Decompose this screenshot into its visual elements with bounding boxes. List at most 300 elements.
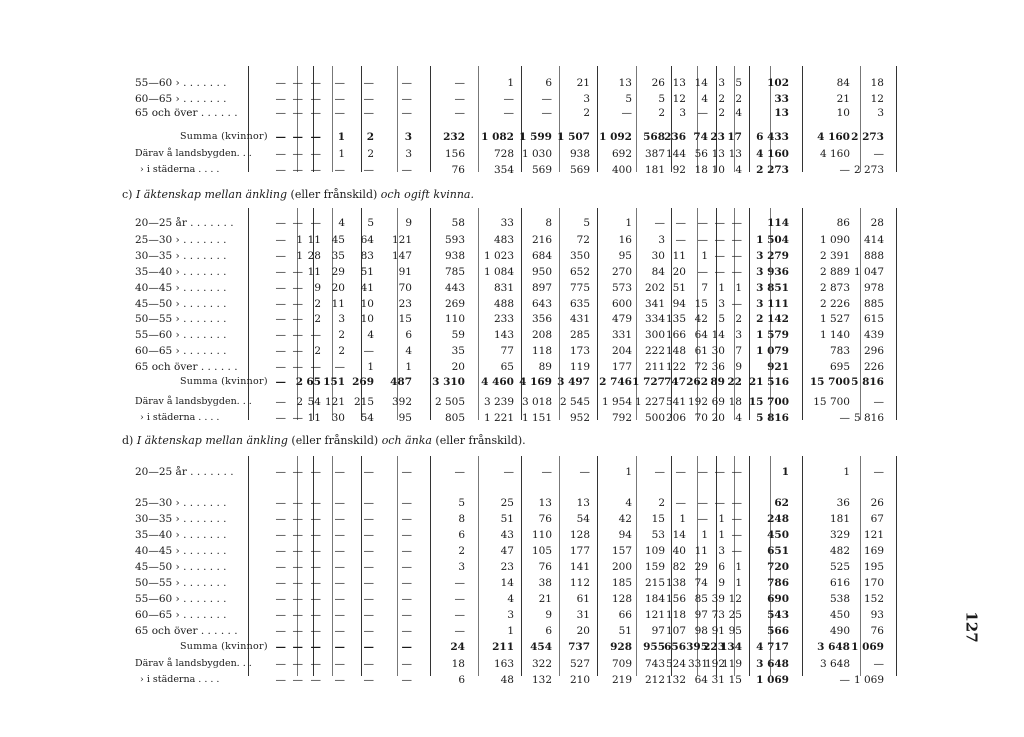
table-cell: 7 [701, 282, 708, 294]
table-cell: 53 [651, 529, 665, 541]
table-cell: 157 [611, 545, 632, 557]
table-cell: 5 [658, 93, 665, 105]
table-cell: 1 727 [632, 376, 665, 388]
table-cell: 269 [444, 298, 465, 310]
table-cell: — [275, 298, 286, 310]
table-cell: 192 [704, 658, 725, 670]
table-cell: 4 160 [817, 131, 850, 143]
table-cell: 6 433 [756, 131, 789, 143]
table-cell: 1 504 [756, 234, 789, 246]
table-cell: — [731, 529, 742, 541]
table-cell: 938 [569, 148, 590, 160]
table-cell: — [310, 641, 321, 653]
table-cell: — [454, 609, 465, 621]
table-cell: 159 [644, 561, 665, 573]
table-cell: 695 [829, 361, 850, 373]
table-cell: — [334, 625, 345, 637]
table-cell: — [334, 577, 345, 589]
table-cell: 219 [611, 674, 632, 686]
table-cell: 1 [701, 250, 708, 262]
table-cell: 14 [500, 577, 514, 589]
table-cell: 74 [694, 577, 708, 589]
row-label: 40—45 › . . . . . . . [135, 282, 227, 294]
table-cell: 134 [720, 641, 742, 653]
table-cell: 2 [295, 376, 303, 388]
row-label: › i städerna . . . . [140, 164, 220, 175]
table-cell: 300 [644, 329, 665, 341]
table-cell: 29 [331, 266, 345, 278]
table-cell: — [310, 513, 321, 525]
table-cell: — [454, 625, 465, 637]
table-cell: 4 [405, 345, 412, 357]
table-cell: 211 [492, 641, 514, 653]
table-cell: — [675, 217, 686, 229]
table-cell: — [363, 625, 374, 637]
table-cell: 2 [338, 329, 345, 341]
table-cell: — [310, 625, 321, 637]
table-cell: 2 [338, 345, 345, 357]
table-cell: 138 [665, 577, 686, 589]
table-cell: 15 [651, 513, 665, 525]
table-cell: 541 [665, 396, 686, 408]
table-cell: — [334, 93, 345, 105]
table-cell: — [275, 529, 286, 541]
table-cell: 119 [569, 361, 590, 373]
row-label: Därav å landsbygden. . . [135, 396, 252, 407]
table-cell: 1 069 [853, 674, 884, 686]
table-cell: 1 954 [601, 396, 632, 408]
table-cell: — [310, 561, 321, 573]
table-cell: 1 023 [483, 250, 514, 262]
table-cell: 69 [711, 396, 725, 408]
table-cell: — [275, 561, 286, 573]
table-cell: — [731, 497, 742, 509]
table-cell: — [363, 658, 374, 670]
table-cell: — [731, 266, 742, 278]
table-cell: 97 [694, 609, 708, 621]
table-cell: 13 [618, 77, 632, 89]
table-cell: 59 [451, 329, 465, 341]
table-cell: — [334, 561, 345, 573]
table-cell: 262 [686, 376, 708, 388]
table-row [0, 673, 1024, 687]
table-cell: 4 [735, 412, 742, 424]
table-cell: 8 [458, 513, 465, 525]
table-cell: 2 [314, 313, 321, 325]
table-cell: 615 [863, 313, 884, 325]
table-cell: 70 [694, 412, 708, 424]
table-cell: 488 [493, 298, 514, 310]
table-cell: 3 648 [817, 641, 850, 653]
table-cell: 121 [324, 396, 345, 408]
table-cell: — [310, 107, 321, 119]
table-cell: — [292, 266, 303, 278]
heading-prefix: d) [122, 434, 134, 447]
table-cell: 30 [651, 250, 665, 262]
table-cell: 47 [500, 545, 514, 557]
table-cell: 76 [451, 164, 465, 176]
table-cell: 443 [444, 282, 465, 294]
table-cell: 89 [710, 376, 725, 388]
table-cell: 215 [353, 396, 374, 408]
table-cell: 210 [569, 674, 590, 686]
table-cell: 31 [576, 609, 590, 621]
table-cell: — [292, 345, 303, 357]
table-cell: 148 [665, 345, 686, 357]
table-cell: — [839, 412, 850, 424]
table-cell: — [292, 412, 303, 424]
table-cell: 2 391 [819, 250, 850, 262]
table-cell: 450 [829, 609, 850, 621]
table-cell: 5 [735, 77, 742, 89]
table-cell: 2 142 [756, 313, 789, 325]
table-cell: — [363, 577, 374, 589]
table-cell: 5 [583, 217, 590, 229]
table-cell: 387 [644, 148, 665, 160]
table-cell: 143 [493, 329, 514, 341]
table-cell: 568 [643, 131, 665, 143]
table-cell: 1 [735, 561, 742, 573]
table-cell: — [334, 674, 345, 686]
table-cell: — [363, 641, 374, 653]
table-cell: 39 [711, 593, 725, 605]
table-cell: — [275, 329, 286, 341]
table-cell: 28 [307, 250, 321, 262]
table-cell: — [714, 234, 725, 246]
row-label: 50—55 › . . . . . . . [135, 577, 227, 589]
row-label: Därav å landsbygden. . . [135, 148, 252, 159]
table-cell: 181 [829, 513, 850, 525]
table-cell: — [334, 609, 345, 621]
table-cell: 543 [767, 609, 789, 621]
table-cell: — [401, 529, 412, 541]
row-label: 50—55 › . . . . . . . [135, 313, 227, 325]
table-cell: — [275, 234, 286, 246]
table-cell: 4 [735, 107, 742, 119]
table-cell: 1 599 [519, 131, 552, 143]
table-cell: — [454, 77, 465, 89]
table-cell: 3 [507, 609, 514, 621]
table-cell: — [697, 466, 708, 478]
table-cell: — [401, 545, 412, 557]
table-cell: 1 [735, 577, 742, 589]
table-cell: 1 151 [521, 412, 552, 424]
table-cell: 414 [863, 234, 884, 246]
table-cell: — [731, 545, 742, 557]
table-cell: 13 [576, 497, 590, 509]
table-cell: 21 [836, 93, 850, 105]
table-cell: — [310, 131, 321, 143]
table-cell: — [363, 77, 374, 89]
table-cell: 15 700 [809, 376, 850, 388]
table-cell: — [292, 329, 303, 341]
table-cell: 1 [337, 131, 345, 143]
table-cell: 1 [679, 513, 686, 525]
table-cell: 9 [718, 577, 725, 589]
table-row [0, 576, 1024, 590]
table-cell: 192 [687, 396, 708, 408]
table-cell: — [275, 497, 286, 509]
table-cell: — [334, 545, 345, 557]
row-label: Summa (kvinnor) [180, 131, 268, 142]
table-cell: 14 [694, 77, 708, 89]
table-cell: 1 [718, 282, 725, 294]
table-cell: 1 [781, 466, 789, 478]
table-cell: — [292, 164, 303, 176]
table-cell: 82 [672, 561, 686, 573]
table-cell: 9 [735, 361, 742, 373]
table-cell: 952 [569, 412, 590, 424]
table-cell: 728 [493, 148, 514, 160]
table-cell: 527 [569, 658, 590, 670]
table-cell: — [363, 545, 374, 557]
table-cell: — [275, 641, 286, 653]
table-cell: 35 [331, 250, 345, 262]
table-cell: 20 [331, 282, 345, 294]
table-cell: 3 310 [432, 376, 465, 388]
summary-row [0, 640, 1024, 654]
table-cell: 4 [507, 593, 514, 605]
table-cell: 1 [296, 250, 303, 262]
table-cell: 888 [863, 250, 884, 262]
table-cell: — [363, 593, 374, 605]
table-cell: 955 [643, 641, 665, 653]
table-cell: 897 [531, 282, 552, 294]
table-cell: 9 [314, 282, 321, 294]
table-cell: 593 [444, 234, 465, 246]
table-cell: — [731, 234, 742, 246]
row-label: 40—45 › . . . . . . . [135, 545, 227, 557]
table-cell: 95 [728, 625, 742, 637]
row-label: 45—50 › . . . . . . . [135, 298, 227, 310]
table-cell: 51 [672, 282, 686, 294]
table-cell: 23 [710, 131, 725, 143]
table-cell: 121 [391, 234, 412, 246]
table-cell: 118 [531, 345, 552, 357]
table-cell: 4 [367, 329, 374, 341]
table-cell: 709 [611, 658, 632, 670]
table-cell: 58 [451, 217, 465, 229]
table-cell: 1 579 [756, 329, 789, 341]
table-cell: 395 [686, 641, 708, 653]
table-cell: — [401, 593, 412, 605]
table-cell: 978 [863, 282, 884, 294]
table-cell: 1 [507, 77, 514, 89]
table-cell: — [334, 107, 345, 119]
table-cell: 1 082 [481, 131, 514, 143]
table-cell: 151 [323, 376, 345, 388]
table-cell: — [275, 466, 286, 478]
table-cell: 2 873 [819, 282, 850, 294]
table-cell: — [275, 361, 286, 373]
table-cell: 635 [569, 298, 590, 310]
table-cell: 490 [829, 625, 850, 637]
table-cell: 5 816 [756, 412, 789, 424]
table-cell: 786 [767, 577, 789, 589]
table-cell: 20 [711, 412, 725, 424]
table-cell: — [275, 376, 286, 388]
table-cell: — [292, 466, 303, 478]
table-cell: — [873, 658, 884, 670]
table-cell: 6 [405, 329, 412, 341]
table-cell: 1 084 [483, 266, 514, 278]
table-cell: 6 [458, 529, 465, 541]
table-cell: — [275, 625, 286, 637]
table-cell: 15 700 [748, 396, 789, 408]
table-cell: 15 [398, 313, 412, 325]
table-cell: 14 [711, 329, 725, 341]
table-cell: 928 [610, 641, 632, 653]
table-cell: — [363, 609, 374, 621]
table-cell: 5 [625, 93, 632, 105]
table-cell: 72 [694, 361, 708, 373]
table-cell: 248 [767, 513, 789, 525]
table-cell: 11 [694, 545, 708, 557]
table-cell: — [275, 217, 286, 229]
table-cell: — [334, 164, 345, 176]
table-cell: 487 [390, 376, 412, 388]
table-cell: 10 [711, 164, 725, 176]
table-cell: 122 [665, 361, 686, 373]
table-cell: — [275, 609, 286, 621]
table-cell: — [503, 93, 514, 105]
table-cell: 31 [711, 674, 725, 686]
table-cell: 566 [767, 625, 789, 637]
table-cell: — [292, 513, 303, 525]
summary-row [0, 375, 1024, 389]
table-cell: 216 [531, 234, 552, 246]
table-cell: — [697, 497, 708, 509]
table-cell: 296 [863, 345, 884, 357]
row-label: 20—25 år . . . . . . . [135, 466, 234, 478]
table-cell: — [275, 412, 286, 424]
table-cell: 212 [644, 674, 665, 686]
table-cell: 483 [493, 234, 514, 246]
table-cell: 42 [694, 313, 708, 325]
table-cell: 831 [493, 282, 514, 294]
table-cell: 3 [404, 131, 412, 143]
table-cell: 3 239 [483, 396, 514, 408]
table-cell: — [454, 107, 465, 119]
table-cell: — [363, 164, 374, 176]
table-cell: 2 545 [559, 396, 590, 408]
table-cell: 21 [538, 593, 552, 605]
table-cell: 2 [314, 345, 321, 357]
table-cell: 720 [767, 561, 789, 573]
table-cell: 48 [500, 674, 514, 686]
table-cell: 2 [735, 313, 742, 325]
table-cell: 2 226 [819, 298, 850, 310]
table-row [0, 163, 1024, 177]
table-row [0, 92, 1024, 106]
table-cell: 202 [644, 282, 665, 294]
table-row [0, 249, 1024, 263]
table-cell: 64 [694, 329, 708, 341]
table-cell: — [697, 266, 708, 278]
table-cell: 119 [721, 658, 742, 670]
table-cell: — [310, 164, 321, 176]
table-cell: — [541, 466, 552, 478]
table-cell: 356 [531, 313, 552, 325]
table-cell: 285 [569, 329, 590, 341]
table-cell: 177 [611, 361, 632, 373]
table-cell: 222 [644, 345, 665, 357]
table-cell: 573 [611, 282, 632, 294]
table-cell: — [334, 497, 345, 509]
table-cell: — [454, 593, 465, 605]
table-cell: 6 [545, 625, 552, 637]
table-cell: 184 [644, 593, 665, 605]
table-cell: 4 [735, 164, 742, 176]
table-cell: 10 [360, 313, 374, 325]
table-cell: 341 [644, 298, 665, 310]
table-cell: 5 [718, 313, 725, 325]
table-cell: 25 [728, 609, 742, 621]
table-cell: 2 [583, 107, 590, 119]
table-cell: 40 [672, 545, 686, 557]
table-cell: — [275, 674, 286, 686]
table-cell: 223 [703, 641, 725, 653]
table-row [0, 147, 1024, 161]
table-cell: 334 [644, 313, 665, 325]
table-cell: 29 [694, 561, 708, 573]
table-cell: 2 [366, 131, 374, 143]
table-cell: 86 [836, 217, 850, 229]
table-cell: 208 [531, 329, 552, 341]
row-label: 20—25 år . . . . . . . [135, 217, 234, 229]
table-cell: 322 [531, 658, 552, 670]
table-cell: — [401, 609, 412, 621]
table-cell: 1 [367, 361, 374, 373]
heading-plain: (eller frånskild). [435, 434, 526, 447]
table-cell: — [292, 577, 303, 589]
table-cell: 5 816 [853, 412, 884, 424]
table-cell: 1 [701, 529, 708, 541]
table-cell: 3 [338, 313, 345, 325]
table-cell: 3 497 [557, 376, 590, 388]
table-cell: — [363, 497, 374, 509]
table-cell: 3 648 [819, 658, 850, 670]
table-cell: 152 [863, 593, 884, 605]
table-cell: — [275, 396, 286, 408]
table-cell: — [579, 466, 590, 478]
table-cell: — [310, 217, 321, 229]
table-cell: 54 [360, 412, 374, 424]
table-cell: 169 [863, 545, 884, 557]
table-cell: 2 505 [434, 396, 465, 408]
table-cell: 21 516 [748, 376, 789, 388]
table-cell: — [292, 313, 303, 325]
table-cell: 28 [870, 217, 884, 229]
table-cell: 690 [767, 593, 789, 605]
table-cell: 569 [569, 164, 590, 176]
table-cell: 74 [693, 131, 708, 143]
table-cell: 36 [711, 361, 725, 373]
table-cell: 54 [307, 396, 321, 408]
table-cell: — [292, 93, 303, 105]
table-cell: 350 [569, 250, 590, 262]
table-cell: 30 [331, 412, 345, 424]
table-cell: 651 [767, 545, 789, 557]
table-cell: 98 [694, 625, 708, 637]
table-cell: 4 717 [756, 641, 789, 653]
table-cell: 38 [538, 577, 552, 589]
table-cell: 83 [360, 250, 374, 262]
table-cell: 114 [767, 217, 789, 229]
table-cell: — [275, 313, 286, 325]
table-cell: 3 [877, 107, 884, 119]
table-cell: 236 [664, 131, 686, 143]
